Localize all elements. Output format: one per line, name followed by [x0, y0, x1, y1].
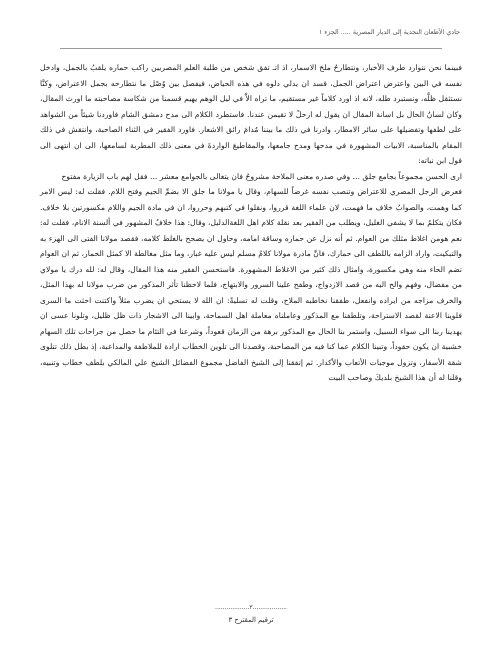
running-header: حادي الأظعان النجدية إلى الديار المصرية ..... الجزء ١: [318, 28, 460, 36]
page-number-label: ترقيم المقترح ٣: [228, 616, 274, 624]
verse: ارى الحسن مجموعاً بجامع جلق ... وفي صدره معنى الملاحة مشروحُ فان يتغالى بالجوامع معشر ... فقل لهم باب الزيارة مفتوح: [61, 171, 462, 181]
footer-divider: ..................٣..................: [215, 604, 287, 611]
body-paragraph: فعرض الرجل المصري للاعتراض وتنصب نفسه غرضاً للسهام، وقال يا مولانا ما جلق الا بضمِّ الجيم وفتح اللام. فقلت له: ليس الامر كما وهمت، والصوابُ خلاف ما فهمت، لان علماء اللغة قرروا، ونقلوا في كتبهم وحرروا، ان في مادة الجيم واللام مكسورتين بلا خلاف. فكان يتكلمُ بما لا يشفي الغليل، ويطلب من الفقير بعد نقلة كلام اهل اللغةالدليل، وقال: هذا خلافُ المشهور في ألسنة الانام، فقلت له: نعم هومن اغلاط مثلك من العوام. ثم أنه نزل عن حماره وساقة امامه، وحاول ان يصحح بالغلط كلامه، فقصد مولانا الفتى الى الهزء به والتبكيت، واراد الزامه باللطف الى حمارك، فانَّ مادرة مولانا كلامٌ مسلم ليس عليه غبار، وما مثل مغالطة الا كمثل الحمار، ثم ان العوام تضم الحاء منه وهي مكسورة، وامثال ذلك كثير من الاغلاط المشهورة. فاستحسن الفقير منه هذا المقال، وقال له: لله درك يا مولاي من مفضال، وفهم والح اليه من قصد الازدواج، وطفح علينا السرور والابتهاج، فلما لاحظنا تأثر المذكور من ضرب مولانا له بهذا المثل، والخرف مزاجه من ايراده وانفعل، طفقنا نخاطبه الملاح، وقلت له تسليةً: ان الله لا يستحي ان يضرب مثلاً واكتنت احثت ما السرى فلوينا الاعنة لقصد الاستراحة، وتلطفنا مع المذكور وعاملناه معاملة اهل السماحة، وابينا الى الاشجار ذات ظل ظليل، وتلونا عسى ان يهدينا ربنا الى سواء السبيل، واستمر بنا الحال مع المذكور برهة من الزمان قعوداً، وشرعنا في التئام ما حصل من جراحات تلك السهام خشبية ان يكون حقوداً، وتبينا الكلام عما كنا فيه من المصاحبة، وقصدنا الى تلوين الخطاب ارادة للملاطفة والمداعبة، إذ بطل ذلك تتلوى شقة الأسفار، وتزول موجبات الأتعاب والأكدار. ثم إتفقنا إلى الشيخ الفاضل مجموع الفضائل الشيخ علي المالكي بلطف خطاب وتنبيه، وقلنا له أن هذا الشيخ بلديكَ وصاحب البيت: [40, 187, 462, 382]
body-paragraph: فبينما نحن نتوارد طرف الأخبار، ونتطارحُ ملحَ الاسمار، اذ اتـ تفق شخص من طلبة العلم المصريين راكب حماره يلقبُ بالجمل، وادخل نفسه في البين واعترض اعتراض الجمل، قسد ان يدلي دلوه في هذه الحياض، فيفصل بين وُصْل ما نتطارحه بجمل الاعتراض، وكنَّا نستثقل ظلَّه، ونستبرد طله، لانه اذ اورد كلاماً غير مستقيم، ما تراه الاَّ في ليل الوهم يهيم قسمنا من شكاسة مصاحبته ما اورث المقال، وكان لسانُ الحال بل اسانة المقال ان يقول له ارحلْ لا تقيمن عندنا. فاستطرد الكلام الى مدح دمشق الشام فاوردنا شيئاً من الشواهد على لطفها وتفضيلها على سائر الامطار، وادرنا في ذلك ما بيننا مُدامَ رائق الاشعار. فاورد الفقير في الثناء الصاحبة، وانتقش في ذلك المقام بالمناسبة، الابيات المشهورة في مدحها ومدح جامعها، والمقاطيعَ الواردةَ في معنى ذلك المطربة لسامعها، الى ان انتهى الى قول ابن نباته:: [40, 63, 462, 165]
header-rule: [60, 48, 442, 49]
body-text: [40, 60, 462, 386]
